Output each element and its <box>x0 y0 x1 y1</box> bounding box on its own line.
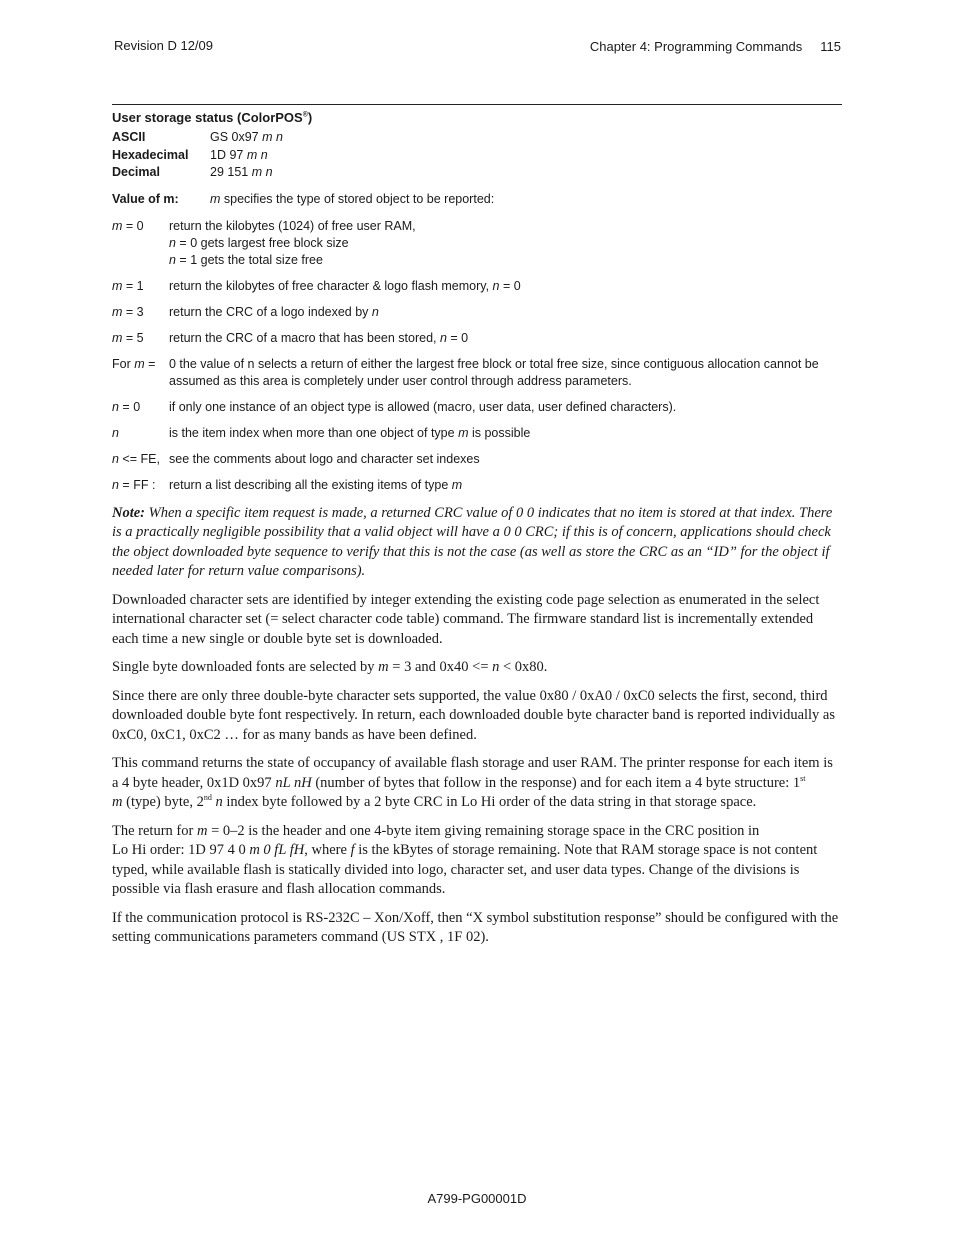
chapter-title: Chapter 4: Programming Commands <box>589 39 803 54</box>
note-paragraph: Note: When a specific item request is made, a returned CRC value of 0 0 indicates that no item is stored at that index. There is a practically negligible possibility that a valid object will have a 0 0 CRC; if this is of concern, applications should check the object downloaded byte sequence to verify that this is not the case (as well as store the CRC as an “ID” for the object if needed later for return value comparisons). <box>112 504 833 579</box>
section-divider <box>112 104 842 105</box>
encoding-table <box>112 129 842 182</box>
footer-document-id: A799-PG00001D <box>427 1191 527 1206</box>
paragraph-single-byte-fonts: Single byte downloaded fonts are selected by m = 3 and 0x40 <= n < 0x80. <box>112 659 548 675</box>
paragraph-communication-protocol: If the communication protocol is RS-232C – Xon/Xoff, then “X symbol substitution response” should be configured with the setting communications parameters command (US STX , 1F 02). <box>112 909 839 945</box>
param-desc: if only one instance of an object type is allowed (macro, user data, user defined characters). <box>169 399 677 414</box>
param-desc: return a list describing all the existing items of type m <box>169 477 463 492</box>
param-desc: see the comments about logo and character set indexes <box>169 451 480 466</box>
param-key: m = 5 <box>112 330 144 345</box>
param-n-ff <box>112 477 842 494</box>
encoding-value: 1D 97 m n <box>210 147 268 162</box>
encoding-row-ascii <box>112 129 842 147</box>
param-key: n <= FE, <box>112 451 160 466</box>
encoding-row-decimal <box>112 164 842 182</box>
value-of-m-text: m specifies the type of stored object to be reported: <box>210 191 495 206</box>
header-revision: Revision D 12/09 <box>114 38 213 53</box>
param-n-fe <box>112 451 842 468</box>
param-m-1 <box>112 278 842 295</box>
paragraph-return-for-m: The return for m = 0–2 is the header and one 4-byte item giving remaining storage space in the CRC position in Lo Hi order: 1D 97 4 0 m 0 fL fH, where f is the kBytes of storage remaining. Note that RAM storage space is not content typed, while available flash is statically divided into logo, character set, and user data types. Change of the divisions is possible via flash erasure and flash allocation commands. <box>112 822 818 897</box>
param-desc: is the item index when more than one object of type m is possible <box>169 425 531 440</box>
param-desc: return the kilobytes (1024) of free user RAM, n = 0 gets largest free block size n = 1 gets the total size free <box>169 218 416 267</box>
param-key: m = 0 <box>112 218 144 233</box>
param-n-0 <box>112 399 842 416</box>
section-title: User storage status (ColorPOS®) <box>112 110 313 125</box>
param-for-m <box>112 356 842 390</box>
param-desc: return the CRC of a logo indexed by n <box>169 304 379 319</box>
encoding-value: GS 0x97 m n <box>210 130 283 144</box>
value-of-m-label: Value of m: <box>112 191 179 206</box>
param-key: n = 0 <box>112 399 141 414</box>
note-label: Note: <box>112 504 146 521</box>
registered-mark: ® <box>302 111 308 119</box>
param-desc: return the kilobytes of free character & logo flash memory, n = 0 <box>169 278 521 293</box>
encoding-label: Decimal <box>112 165 160 179</box>
param-key: n <box>112 425 119 440</box>
param-m-3 <box>112 304 842 321</box>
param-key: m = 1 <box>112 278 144 293</box>
param-key: For m = <box>112 356 156 371</box>
paragraph-downloaded-sets: Downloaded character sets are identified by integer extending the existing code page selection as enumerated in the select international character set (= select character code table) command. The firmware standard list is incrementally extended each time a new single or double byte set is downloaded. <box>112 591 820 647</box>
header-chapter-info <box>590 39 841 54</box>
page-number: 115 <box>820 39 841 54</box>
param-m-0 <box>112 218 842 269</box>
param-key: n = FF : <box>112 477 156 492</box>
encoding-row-hexadecimal <box>112 147 842 165</box>
paragraph-command-returns: This command returns the state of occupancy of available flash storage and user RAM. The printer response for each item is a 4 byte header, 0x1D 0x97 nL nH (number of bytes that follow in the response) and for each item a 4 byte structure: 1st m (type) byte, 2nd n index byte followed by a 2 byte CRC in Lo Hi order of the data string in that storage space. <box>112 755 833 810</box>
encoding-value: 29 151 m n <box>210 165 273 179</box>
encoding-label: ASCII <box>112 130 146 144</box>
paragraph-double-byte-sets: Since there are only three double-byte character sets supported, the value 0x80 / 0xA0 / 0xC0 selects the first, second, third downloaded double byte font respectively. In return, each downloaded double byte character band is reported individually as 0xC0, 0xC1, 0xC2 … for as many bands as have been defined. <box>112 687 836 743</box>
param-desc: 0 the value of n selects a return of either the largest free block or total free size, since contiguous allocation cannot be assumed as this area is completely under user control through address parameters. <box>169 356 819 388</box>
param-n <box>112 425 842 442</box>
param-m-5 <box>112 330 842 347</box>
encoding-label: Hexadecimal <box>112 147 189 162</box>
param-key: m = 3 <box>112 304 144 319</box>
page-content <box>112 110 842 948</box>
value-of-m-row <box>112 191 842 208</box>
param-desc: return the CRC of a macro that has been stored, n = 0 <box>169 330 469 345</box>
